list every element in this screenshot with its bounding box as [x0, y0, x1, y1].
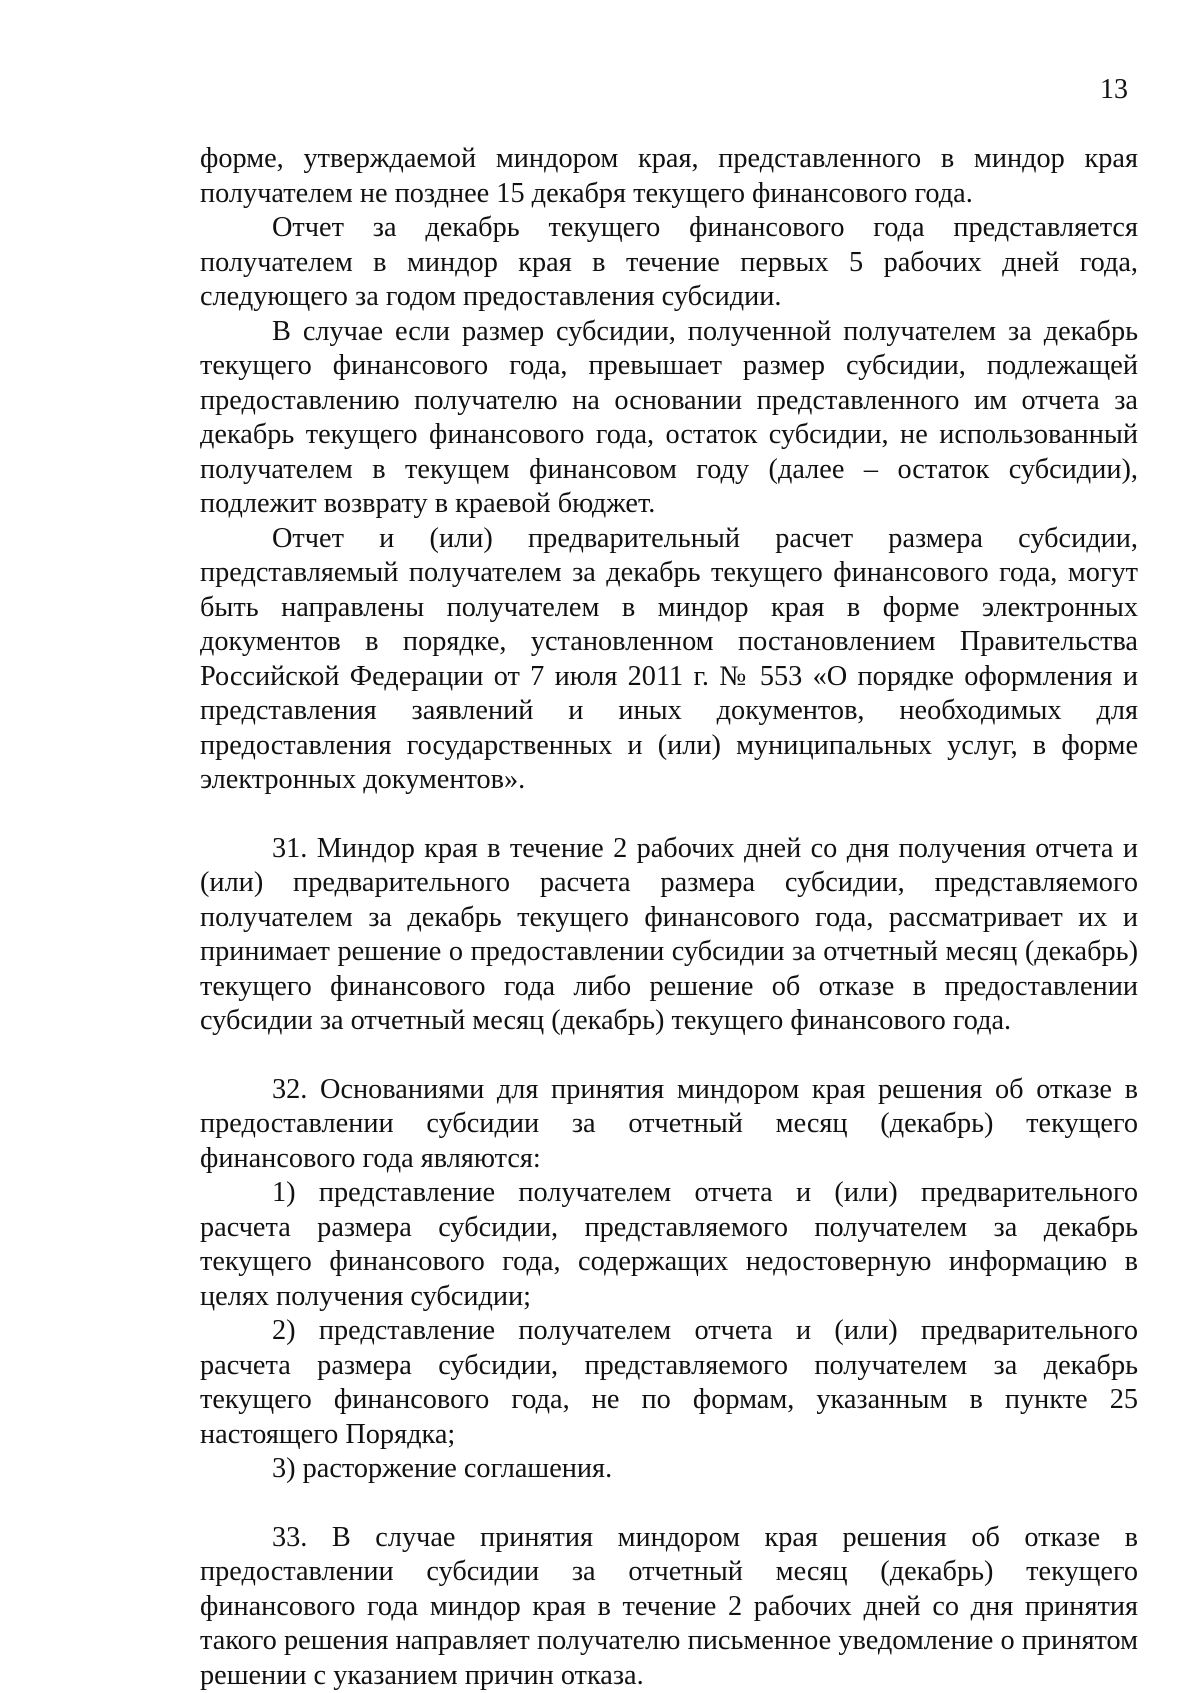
paragraph-continuation: форме, утверждаемой миндором края, представленного в миндор края получателем не позднее 15 декабря текущего финансового года. [200, 142, 1138, 211]
paragraph-clause-31: 31. Миндор края в течение 2 рабочих дней со дня получения отчета и (или) предварительного расчета размера субсидии, представляемого получателем за декабрь текущего финансового года, рассматривает их и принимает решение о предоставлении субсидии за отчетный месяц (декабрь) текущего финансового года либо решение об отказе в предоставлении субсидии за отчетный месяц (декабрь) текущего финансового года. [200, 832, 1138, 1039]
list-item-1: 1) представление получателем отчета и (или) предварительного расчета размера субсидии, представляемого получателем за декабрь текущего финансового года, содержащих недостоверную информацию в целях получения субсидии; [200, 1176, 1138, 1314]
paragraph-clause-32: 32. Основаниями для принятия миндором края решения об отказе в предоставлении субсидии за отчетный месяц (декабрь) текущего финансового года являются: [200, 1073, 1138, 1177]
page-number: 13 [1100, 74, 1128, 106]
paragraph-december-report: Отчет за декабрь текущего финансового года представляется получателем в миндор края в течение первых 5 рабочих дней года, следующего за годом предоставления субсидии. [200, 211, 1138, 315]
document-body [200, 142, 1138, 1693]
list-item-2: 2) представление получателем отчета и (или) предварительного расчета размера субсидии, представляемого получателем за декабрь текущего финансового года, не по формам, указанным в пункте 25 настоящего Порядка; [200, 1314, 1138, 1452]
paragraph-electronic-documents: Отчет и (или) предварительный расчет размера субсидии, представляемый получателем за декабрь текущего финансового года, могут быть направлены получателем в миндор края в форме электронных документов в порядке, установленном постановлением Правительства Российской Федерации от 7 июля 2011 г. № 553 «О порядке оформления и представления заявлений и иных документов, необходимых для предоставления государственных и (или) муниципальных услуг, в форме электронных документов». [200, 522, 1138, 798]
list-item-3: 3) расторжение соглашения. [200, 1452, 1138, 1487]
paragraph-subsidy-remainder: В случае если размер субсидии, полученной получателем за декабрь текущего финансового года, превышает размер субсидии, подлежащей предоставлению получателю на основании представленного им отчета за декабрь текущего финансового года, остаток субсидии, не использованный получателем в текущем финансовом году (далее – остаток субсидии), подлежит возврату в краевой бюджет. [200, 315, 1138, 522]
paragraph-clause-33: 33. В случае принятия миндором края решения об отказе в предоставлении субсидии за отчетный месяц (декабрь) текущего финансового года миндор края в течение 2 рабочих дней со дня принятия такого решения направляет получателю письменное уведомление о принятом решении с указанием причин отказа. [200, 1521, 1138, 1693]
